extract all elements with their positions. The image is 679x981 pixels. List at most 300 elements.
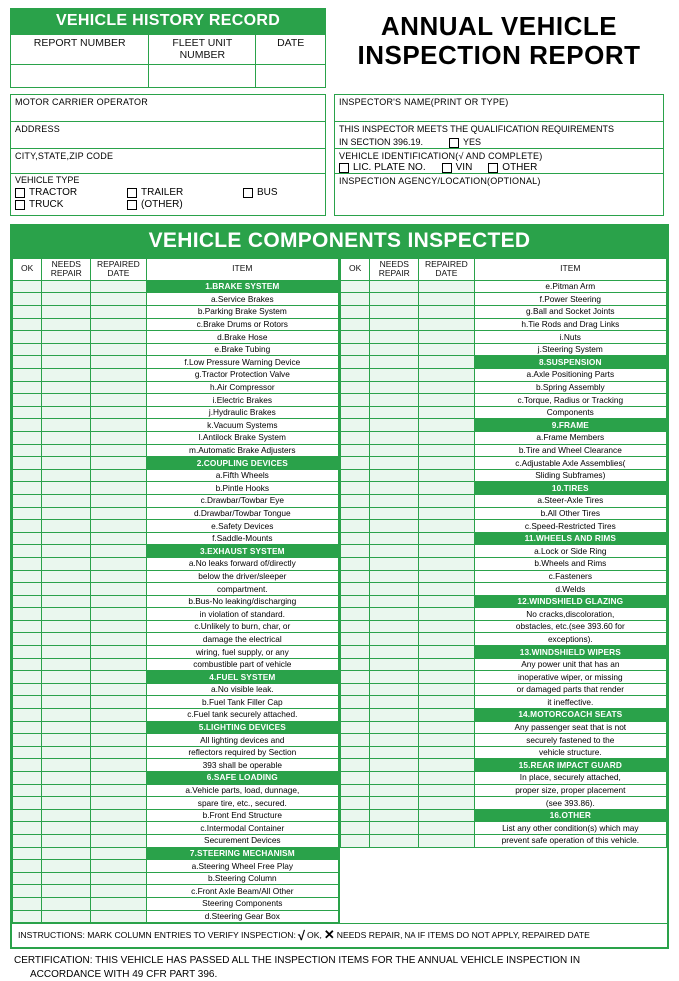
ok-cell[interactable]	[13, 860, 42, 873]
repaired-date-cell[interactable]	[419, 633, 474, 646]
needs-repair-cell[interactable]	[370, 419, 419, 432]
repaired-date-cell[interactable]	[419, 608, 474, 621]
ok-cell[interactable]	[13, 545, 42, 558]
ok-cell[interactable]	[341, 797, 370, 810]
needs-repair-cell[interactable]	[42, 696, 91, 709]
ok-cell[interactable]	[13, 507, 42, 520]
repaired-date-cell[interactable]	[91, 633, 146, 646]
date-field[interactable]	[256, 65, 325, 87]
needs-repair-cell[interactable]	[370, 293, 419, 306]
ok-cell[interactable]	[341, 306, 370, 319]
repaired-date-cell[interactable]	[91, 746, 146, 759]
needs-repair-cell[interactable]	[370, 570, 419, 583]
needs-repair-cell[interactable]	[370, 759, 419, 772]
repaired-date-cell[interactable]	[91, 797, 146, 810]
repaired-date-cell[interactable]	[419, 494, 474, 507]
needs-repair-cell[interactable]	[370, 469, 419, 482]
repaired-date-cell[interactable]	[419, 696, 474, 709]
repaired-date-cell[interactable]	[91, 557, 146, 570]
repaired-date-cell[interactable]	[91, 897, 146, 910]
ok-cell[interactable]	[341, 696, 370, 709]
ok-cell[interactable]	[341, 683, 370, 696]
repaired-date-cell[interactable]	[91, 595, 146, 608]
checkbox-tractor[interactable]	[15, 187, 115, 198]
needs-repair-cell[interactable]	[42, 721, 91, 734]
ok-cell[interactable]	[13, 583, 42, 596]
checkbox-other-vehicle-type[interactable]	[127, 199, 231, 210]
checkbox-truck[interactable]	[15, 199, 115, 210]
needs-repair-cell[interactable]	[370, 772, 419, 785]
repaired-date-cell[interactable]	[91, 583, 146, 596]
needs-repair-cell[interactable]	[370, 532, 419, 545]
report-number-field[interactable]	[11, 65, 149, 87]
repaired-date-cell[interactable]	[91, 406, 146, 419]
needs-repair-cell[interactable]	[42, 822, 91, 835]
checkbox-bus[interactable]	[243, 187, 278, 198]
repaired-date-cell[interactable]	[91, 507, 146, 520]
repaired-date-cell[interactable]	[91, 809, 146, 822]
inspector-name-field[interactable]	[335, 95, 663, 122]
ok-cell[interactable]	[341, 746, 370, 759]
ok-cell[interactable]	[13, 721, 42, 734]
ok-cell[interactable]	[13, 696, 42, 709]
repaired-date-cell[interactable]	[419, 646, 474, 659]
needs-repair-cell[interactable]	[42, 809, 91, 822]
needs-repair-cell[interactable]	[370, 746, 419, 759]
ok-cell[interactable]	[13, 570, 42, 583]
needs-repair-cell[interactable]	[370, 822, 419, 835]
needs-repair-cell[interactable]	[42, 583, 91, 596]
needs-repair-cell[interactable]	[42, 356, 91, 369]
ok-cell[interactable]	[341, 583, 370, 596]
needs-repair-cell[interactable]	[370, 280, 419, 293]
needs-repair-cell[interactable]	[42, 331, 91, 344]
repaired-date-cell[interactable]	[419, 759, 474, 772]
needs-repair-cell[interactable]	[370, 369, 419, 382]
repaired-date-cell[interactable]	[91, 847, 146, 860]
needs-repair-cell[interactable]	[42, 369, 91, 382]
needs-repair-cell[interactable]	[370, 457, 419, 470]
ok-cell[interactable]	[13, 671, 42, 684]
repaired-date-cell[interactable]	[419, 658, 474, 671]
repaired-date-cell[interactable]	[91, 306, 146, 319]
ok-cell[interactable]	[13, 431, 42, 444]
repaired-date-cell[interactable]	[419, 557, 474, 570]
repaired-date-cell[interactable]	[419, 331, 474, 344]
needs-repair-cell[interactable]	[370, 482, 419, 495]
ok-cell[interactable]	[341, 545, 370, 558]
ok-cell[interactable]	[13, 910, 42, 923]
needs-repair-cell[interactable]	[370, 734, 419, 747]
ok-cell[interactable]	[13, 809, 42, 822]
repaired-date-cell[interactable]	[419, 734, 474, 747]
repaired-date-cell[interactable]	[419, 318, 474, 331]
needs-repair-cell[interactable]	[42, 734, 91, 747]
checkbox-qualification-yes[interactable]	[449, 137, 481, 148]
ok-cell[interactable]	[13, 482, 42, 495]
needs-repair-cell[interactable]	[370, 709, 419, 722]
ok-cell[interactable]	[341, 620, 370, 633]
needs-repair-cell[interactable]	[42, 709, 91, 722]
needs-repair-cell[interactable]	[370, 507, 419, 520]
needs-repair-cell[interactable]	[42, 759, 91, 772]
repaired-date-cell[interactable]	[419, 469, 474, 482]
repaired-date-cell[interactable]	[419, 520, 474, 533]
inspection-agency-field[interactable]	[335, 174, 663, 200]
repaired-date-cell[interactable]	[419, 444, 474, 457]
needs-repair-cell[interactable]	[42, 633, 91, 646]
needs-repair-cell[interactable]	[370, 318, 419, 331]
repaired-date-cell[interactable]	[419, 419, 474, 432]
repaired-date-cell[interactable]	[419, 369, 474, 382]
ok-cell[interactable]	[13, 709, 42, 722]
ok-cell[interactable]	[341, 709, 370, 722]
repaired-date-cell[interactable]	[419, 545, 474, 558]
needs-repair-cell[interactable]	[42, 482, 91, 495]
repaired-date-cell[interactable]	[419, 381, 474, 394]
repaired-date-cell[interactable]	[91, 331, 146, 344]
repaired-date-cell[interactable]	[91, 885, 146, 898]
repaired-date-cell[interactable]	[91, 318, 146, 331]
needs-repair-cell[interactable]	[370, 444, 419, 457]
ok-cell[interactable]	[341, 633, 370, 646]
repaired-date-cell[interactable]	[419, 834, 474, 847]
ok-cell[interactable]	[13, 683, 42, 696]
needs-repair-cell[interactable]	[42, 520, 91, 533]
ok-cell[interactable]	[13, 356, 42, 369]
ok-cell[interactable]	[341, 784, 370, 797]
ok-cell[interactable]	[13, 306, 42, 319]
repaired-date-cell[interactable]	[91, 482, 146, 495]
needs-repair-cell[interactable]	[42, 419, 91, 432]
ok-cell[interactable]	[341, 469, 370, 482]
needs-repair-cell[interactable]	[370, 520, 419, 533]
needs-repair-cell[interactable]	[42, 343, 91, 356]
repaired-date-cell[interactable]	[419, 671, 474, 684]
ok-cell[interactable]	[13, 394, 42, 407]
repaired-date-cell[interactable]	[419, 482, 474, 495]
repaired-date-cell[interactable]	[419, 809, 474, 822]
repaired-date-cell[interactable]	[419, 721, 474, 734]
repaired-date-cell[interactable]	[91, 570, 146, 583]
ok-cell[interactable]	[341, 482, 370, 495]
city-state-zip-field[interactable]	[11, 149, 325, 174]
repaired-date-cell[interactable]	[91, 772, 146, 785]
ok-cell[interactable]	[341, 822, 370, 835]
needs-repair-cell[interactable]	[42, 797, 91, 810]
repaired-date-cell[interactable]	[419, 306, 474, 319]
needs-repair-cell[interactable]	[42, 444, 91, 457]
motor-carrier-operator-field[interactable]	[11, 95, 325, 122]
repaired-date-cell[interactable]	[419, 583, 474, 596]
needs-repair-cell[interactable]	[370, 809, 419, 822]
ok-cell[interactable]	[13, 520, 42, 533]
ok-cell[interactable]	[13, 419, 42, 432]
ok-cell[interactable]	[13, 381, 42, 394]
needs-repair-cell[interactable]	[42, 784, 91, 797]
repaired-date-cell[interactable]	[91, 658, 146, 671]
needs-repair-cell[interactable]	[42, 772, 91, 785]
checkbox-other-id[interactable]	[488, 162, 537, 173]
needs-repair-cell[interactable]	[42, 608, 91, 621]
ok-cell[interactable]	[341, 608, 370, 621]
ok-cell[interactable]	[13, 784, 42, 797]
ok-cell[interactable]	[341, 520, 370, 533]
ok-cell[interactable]	[13, 646, 42, 659]
needs-repair-cell[interactable]	[370, 545, 419, 558]
needs-repair-cell[interactable]	[42, 910, 91, 923]
needs-repair-cell[interactable]	[42, 557, 91, 570]
repaired-date-cell[interactable]	[91, 369, 146, 382]
repaired-date-cell[interactable]	[419, 797, 474, 810]
needs-repair-cell[interactable]	[370, 406, 419, 419]
needs-repair-cell[interactable]	[42, 469, 91, 482]
needs-repair-cell[interactable]	[42, 595, 91, 608]
repaired-date-cell[interactable]	[91, 381, 146, 394]
needs-repair-cell[interactable]	[42, 545, 91, 558]
repaired-date-cell[interactable]	[419, 620, 474, 633]
ok-cell[interactable]	[13, 847, 42, 860]
ok-cell[interactable]	[341, 809, 370, 822]
needs-repair-cell[interactable]	[370, 595, 419, 608]
ok-cell[interactable]	[341, 318, 370, 331]
repaired-date-cell[interactable]	[91, 343, 146, 356]
checkbox-trailer[interactable]	[127, 187, 231, 198]
ok-cell[interactable]	[13, 797, 42, 810]
ok-cell[interactable]	[13, 822, 42, 835]
ok-cell[interactable]	[341, 369, 370, 382]
repaired-date-cell[interactable]	[91, 860, 146, 873]
needs-repair-cell[interactable]	[42, 381, 91, 394]
ok-cell[interactable]	[13, 444, 42, 457]
needs-repair-cell[interactable]	[42, 860, 91, 873]
repaired-date-cell[interactable]	[419, 280, 474, 293]
needs-repair-cell[interactable]	[370, 583, 419, 596]
needs-repair-cell[interactable]	[370, 696, 419, 709]
ok-cell[interactable]	[341, 331, 370, 344]
needs-repair-cell[interactable]	[370, 784, 419, 797]
ok-cell[interactable]	[341, 532, 370, 545]
repaired-date-cell[interactable]	[91, 646, 146, 659]
needs-repair-cell[interactable]	[370, 834, 419, 847]
needs-repair-cell[interactable]	[370, 494, 419, 507]
repaired-date-cell[interactable]	[91, 394, 146, 407]
repaired-date-cell[interactable]	[419, 570, 474, 583]
needs-repair-cell[interactable]	[370, 658, 419, 671]
ok-cell[interactable]	[13, 734, 42, 747]
needs-repair-cell[interactable]	[42, 872, 91, 885]
needs-repair-cell[interactable]	[370, 620, 419, 633]
ok-cell[interactable]	[341, 280, 370, 293]
ok-cell[interactable]	[13, 885, 42, 898]
ok-cell[interactable]	[13, 318, 42, 331]
checkbox-vin[interactable]	[442, 162, 473, 173]
repaired-date-cell[interactable]	[91, 759, 146, 772]
ok-cell[interactable]	[13, 406, 42, 419]
repaired-date-cell[interactable]	[419, 356, 474, 369]
ok-cell[interactable]	[341, 671, 370, 684]
ok-cell[interactable]	[13, 658, 42, 671]
needs-repair-cell[interactable]	[370, 557, 419, 570]
repaired-date-cell[interactable]	[419, 784, 474, 797]
needs-repair-cell[interactable]	[370, 306, 419, 319]
ok-cell[interactable]	[341, 759, 370, 772]
ok-cell[interactable]	[13, 343, 42, 356]
needs-repair-cell[interactable]	[370, 797, 419, 810]
needs-repair-cell[interactable]	[42, 318, 91, 331]
ok-cell[interactable]	[13, 620, 42, 633]
ok-cell[interactable]	[13, 293, 42, 306]
needs-repair-cell[interactable]	[42, 683, 91, 696]
needs-repair-cell[interactable]	[42, 885, 91, 898]
repaired-date-cell[interactable]	[419, 406, 474, 419]
repaired-date-cell[interactable]	[91, 431, 146, 444]
needs-repair-cell[interactable]	[42, 658, 91, 671]
checkbox-lic-plate-no[interactable]	[339, 162, 426, 173]
needs-repair-cell[interactable]	[42, 293, 91, 306]
repaired-date-cell[interactable]	[419, 431, 474, 444]
needs-repair-cell[interactable]	[370, 343, 419, 356]
ok-cell[interactable]	[13, 457, 42, 470]
ok-cell[interactable]	[341, 494, 370, 507]
repaired-date-cell[interactable]	[91, 696, 146, 709]
repaired-date-cell[interactable]	[91, 671, 146, 684]
ok-cell[interactable]	[341, 557, 370, 570]
ok-cell[interactable]	[13, 772, 42, 785]
needs-repair-cell[interactable]	[370, 671, 419, 684]
ok-cell[interactable]	[13, 494, 42, 507]
repaired-date-cell[interactable]	[91, 784, 146, 797]
ok-cell[interactable]	[341, 356, 370, 369]
repaired-date-cell[interactable]	[91, 444, 146, 457]
address-field[interactable]	[11, 122, 325, 149]
repaired-date-cell[interactable]	[91, 419, 146, 432]
repaired-date-cell[interactable]	[91, 683, 146, 696]
repaired-date-cell[interactable]	[419, 532, 474, 545]
repaired-date-cell[interactable]	[91, 280, 146, 293]
ok-cell[interactable]	[341, 394, 370, 407]
needs-repair-cell[interactable]	[370, 394, 419, 407]
ok-cell[interactable]	[341, 721, 370, 734]
repaired-date-cell[interactable]	[91, 709, 146, 722]
repaired-date-cell[interactable]	[419, 394, 474, 407]
ok-cell[interactable]	[341, 658, 370, 671]
needs-repair-cell[interactable]	[42, 570, 91, 583]
needs-repair-cell[interactable]	[42, 671, 91, 684]
ok-cell[interactable]	[13, 633, 42, 646]
ok-cell[interactable]	[13, 369, 42, 382]
repaired-date-cell[interactable]	[91, 910, 146, 923]
repaired-date-cell[interactable]	[91, 457, 146, 470]
ok-cell[interactable]	[13, 532, 42, 545]
repaired-date-cell[interactable]	[419, 293, 474, 306]
ok-cell[interactable]	[13, 595, 42, 608]
ok-cell[interactable]	[13, 746, 42, 759]
ok-cell[interactable]	[341, 343, 370, 356]
ok-cell[interactable]	[341, 570, 370, 583]
needs-repair-cell[interactable]	[370, 721, 419, 734]
needs-repair-cell[interactable]	[42, 746, 91, 759]
ok-cell[interactable]	[341, 507, 370, 520]
ok-cell[interactable]	[13, 608, 42, 621]
ok-cell[interactable]	[341, 646, 370, 659]
ok-cell[interactable]	[341, 419, 370, 432]
repaired-date-cell[interactable]	[419, 822, 474, 835]
ok-cell[interactable]	[13, 469, 42, 482]
ok-cell[interactable]	[341, 772, 370, 785]
needs-repair-cell[interactable]	[370, 608, 419, 621]
repaired-date-cell[interactable]	[91, 734, 146, 747]
needs-repair-cell[interactable]	[42, 620, 91, 633]
repaired-date-cell[interactable]	[419, 772, 474, 785]
ok-cell[interactable]	[13, 280, 42, 293]
needs-repair-cell[interactable]	[42, 306, 91, 319]
ok-cell[interactable]	[13, 557, 42, 570]
ok-cell[interactable]	[341, 381, 370, 394]
repaired-date-cell[interactable]	[419, 457, 474, 470]
fleet-unit-number-field[interactable]	[149, 65, 256, 87]
repaired-date-cell[interactable]	[91, 608, 146, 621]
ok-cell[interactable]	[341, 834, 370, 847]
ok-cell[interactable]	[341, 595, 370, 608]
repaired-date-cell[interactable]	[91, 494, 146, 507]
ok-cell[interactable]	[13, 872, 42, 885]
ok-cell[interactable]	[13, 759, 42, 772]
repaired-date-cell[interactable]	[419, 343, 474, 356]
repaired-date-cell[interactable]	[419, 709, 474, 722]
repaired-date-cell[interactable]	[91, 721, 146, 734]
ok-cell[interactable]	[13, 331, 42, 344]
needs-repair-cell[interactable]	[42, 897, 91, 910]
needs-repair-cell[interactable]	[370, 431, 419, 444]
needs-repair-cell[interactable]	[42, 406, 91, 419]
needs-repair-cell[interactable]	[370, 683, 419, 696]
needs-repair-cell[interactable]	[42, 431, 91, 444]
needs-repair-cell[interactable]	[42, 494, 91, 507]
needs-repair-cell[interactable]	[42, 646, 91, 659]
repaired-date-cell[interactable]	[91, 822, 146, 835]
needs-repair-cell[interactable]	[42, 532, 91, 545]
repaired-date-cell[interactable]	[91, 520, 146, 533]
repaired-date-cell[interactable]	[419, 507, 474, 520]
repaired-date-cell[interactable]	[91, 620, 146, 633]
repaired-date-cell[interactable]	[91, 872, 146, 885]
needs-repair-cell[interactable]	[42, 507, 91, 520]
ok-cell[interactable]	[341, 406, 370, 419]
needs-repair-cell[interactable]	[42, 457, 91, 470]
ok-cell[interactable]	[341, 734, 370, 747]
needs-repair-cell[interactable]	[42, 847, 91, 860]
needs-repair-cell[interactable]	[370, 633, 419, 646]
needs-repair-cell[interactable]	[370, 381, 419, 394]
needs-repair-cell[interactable]	[42, 834, 91, 847]
repaired-date-cell[interactable]	[91, 834, 146, 847]
ok-cell[interactable]	[341, 431, 370, 444]
repaired-date-cell[interactable]	[91, 356, 146, 369]
needs-repair-cell[interactable]	[370, 646, 419, 659]
ok-cell[interactable]	[13, 897, 42, 910]
ok-cell[interactable]	[341, 457, 370, 470]
ok-cell[interactable]	[13, 834, 42, 847]
repaired-date-cell[interactable]	[419, 746, 474, 759]
needs-repair-cell[interactable]	[370, 331, 419, 344]
needs-repair-cell[interactable]	[42, 394, 91, 407]
needs-repair-cell[interactable]	[370, 356, 419, 369]
needs-repair-cell[interactable]	[42, 280, 91, 293]
ok-cell[interactable]	[341, 293, 370, 306]
repaired-date-cell[interactable]	[91, 545, 146, 558]
repaired-date-cell[interactable]	[91, 532, 146, 545]
